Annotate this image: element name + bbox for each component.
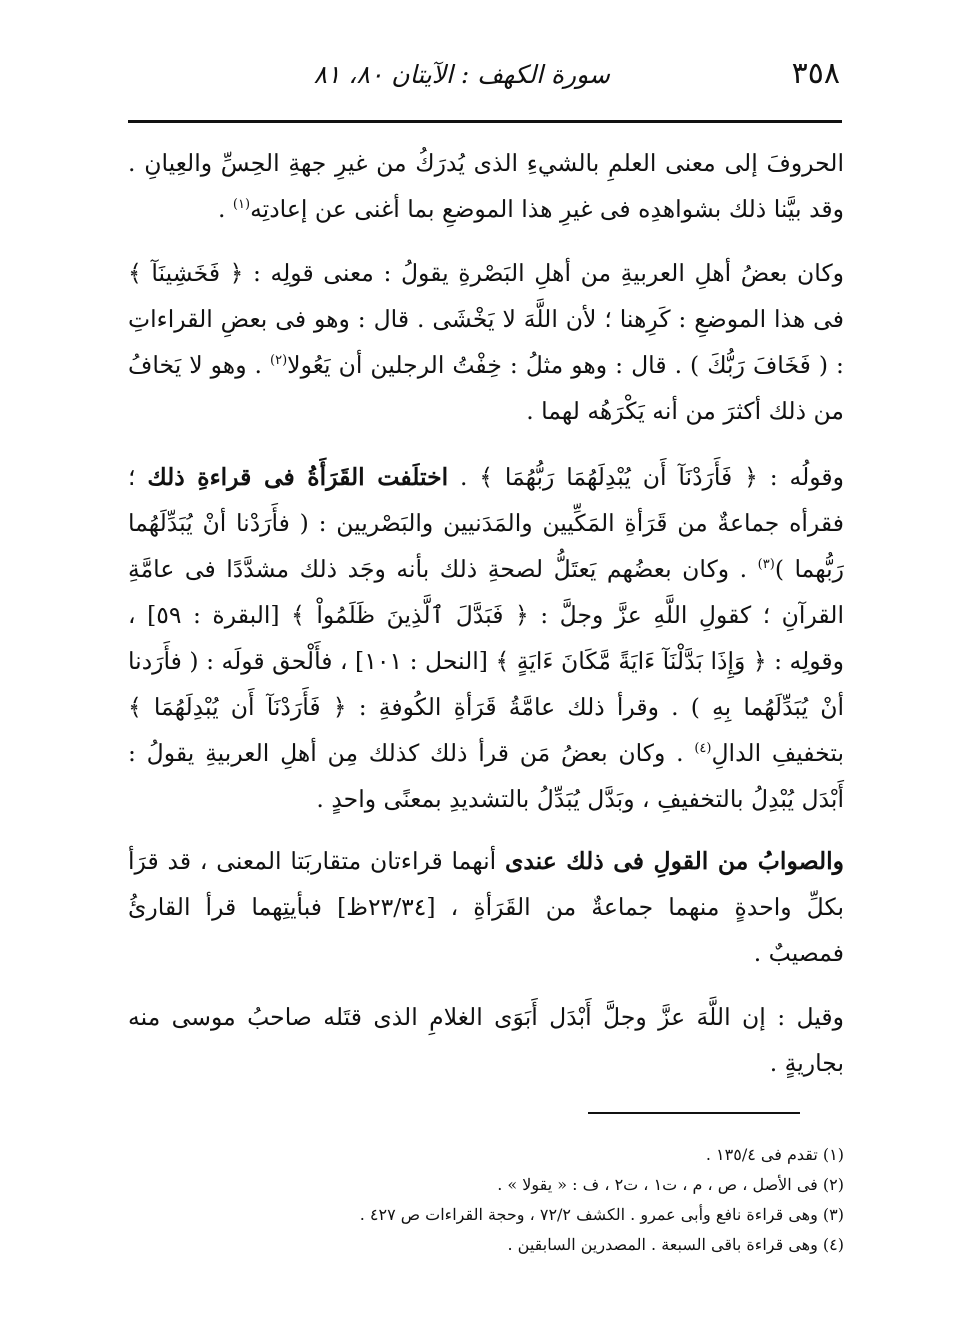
paragraph-4: والصوابُ من القولِ فى ذلك عندى أنهما قراءتان متقاربَتا المعنى ، قد قرَأ بكلِّ واحدةٍ منهما جماعةٌ من القَرَأةِ ، [٢٣/٣٤ظ] فبأيتِهما قرأ القارئُ فمصيبٌ . xyxy=(128,847,844,967)
footnote-rule xyxy=(588,1112,800,1114)
main-text xyxy=(128,140,844,1104)
bold-heading-phrase: اختلَفت القَرَأَةُ فى قراءةِ ذلك xyxy=(147,463,449,491)
footnote-1: (١) تقدم فى ١٣٥/٤ . xyxy=(705,1145,844,1164)
header-rule xyxy=(128,120,842,123)
footnote-4: (٤) وهى قراءة باقى السبعة . المصدرين السابقين . xyxy=(507,1235,844,1254)
footnote-2: (٢) فى الأصل ، ص ، م ، ت١ ، ت٢ ، ف : « يقولا » . xyxy=(497,1175,844,1194)
paragraph-3: وقولُه : ﴿ فَأَرَدْنَآ أَن يُبْدِلَهُمَا رَبُّهُمَا ﴾ . اختلَفت القَرَأَةُ فى قراءةِ ذلك ؛ فقرأه جماعةٌ من قَرَأةِ المَكِّيين والمَدَنيين والبَصْريين : ( فأَرَدْنا أنْ يُبَدِّلَهُما رَبُّهما )$^{(٣)}$ . وكان بعضُهم يَعتَلُّ لصحةِ ذلك بأنه وجَد ذلك مشدَّدًا فى عامَّةِ القرآنِ ؛ كقولِ اللَّهِ عزَّ وجلَّ : ﴿ فَبَدَّلَ ٱلَّذِينَ ظَلَمُواْ ﴾ [البقرة : ٥٩] ، وقولِه : ﴿ وَإِذَا بَدَّلْنَآ ءَايَةً مَّكَانَ ءَايَةٍ ﴾ [النحل : ١٠١] ، فأَلْحق قولَه : ( فأَرَدنا أنْ يُبَدِّلَهُما بِهِ ) . وقرأ ذلك عامَّةُ قَرَأةِ الكُوفةِ : ﴿ فَأَرَدْنَآ أَن يُبْدِلَهُمَا ﴾ بتخفيفِ الدالِ$^{(٤)}$ . وكان بعضُ مَن قرأ ذلك كذلك مِن أهلِ العربيةِ يقولُ : أَبْدَل يُبْدِلُ بالتخفيفِ ، وبَدَّل يُبَدِّلُ بالتشديدِ بمعنًى واحدٍ . xyxy=(128,463,844,813)
footnote-ref-4: (٤) xyxy=(694,741,712,757)
paragraph-2: وكان بعضُ أهلِ العربيةِ من أهلِ البَصْرةِ يقولُ : معنى قولِه : ﴿ فَخَشِينَآ ﴾ فى هذا الموضعِ : كَرِهنا ؛ لأن اللَّهَ لا يَخْشَى . قال : وهو فى بعضِ القراءاتِ : ( فَخَافَ رَبُّكَ ) . قال : وهو مثلُ : خِفْتُ الرجلين أن يَعُولا$^{(٢)}$ . وهو لا يَخافُ من ذلك أكثرَ من أنه يَكْرَهُه لهما . xyxy=(128,259,844,425)
paragraph-1: الحروفَ إلى معنى العلمِ بالشيءِ الذى يُدرَكُ من غيرِ جهةِ الحِسِّ والعِيانِ . وقد بيَّنا ذلك بشواهدِه فى غيرِ هذا الموضعِ بما أغنى عن إعادتِه$^{(١)}$ . xyxy=(128,149,844,223)
footnote-ref-1: (١) xyxy=(232,197,251,213)
bold-heading-phrase: والصوابُ من القولِ فى ذلك عندى xyxy=(504,847,844,875)
page-header xyxy=(130,52,840,102)
footnote-3: (٣) وهى قراءة نافع وأبى عمرو . الكشف ٧٢/٢ ، وحجة القراءات ص ٤٢٧ . xyxy=(359,1205,844,1224)
page-number: ٣٥٨ xyxy=(791,56,840,91)
paragraph-5: وقيل : إن اللَّهَ عزَّ وجلَّ أَبْدَل أَبَوَى الغلامِ الذى قتَله صاحبُ موسى منه بجاريةٍ . xyxy=(128,1003,844,1077)
footnote-ref-2: (٢) xyxy=(270,353,288,369)
footnote-ref-3: (٣) xyxy=(757,557,775,573)
footnotes xyxy=(128,1140,844,1260)
running-title: سورة الكهف : الآيتان ٨٠، ٨١ xyxy=(313,60,610,89)
